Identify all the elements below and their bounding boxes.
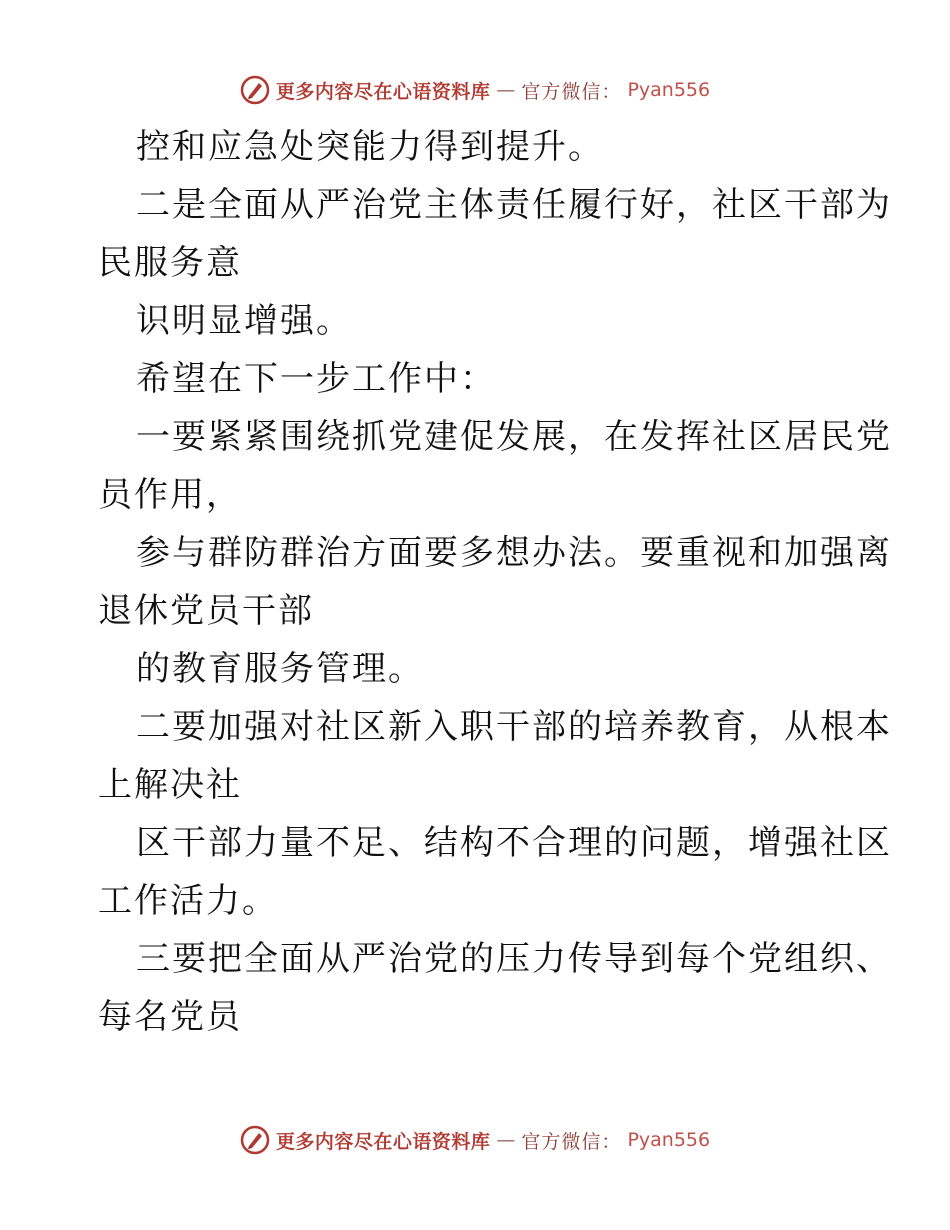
body-line: 区干部力量不足、结构不合理的问题，增强社区: [136, 823, 892, 863]
body-line: 希望在下一步工作中：: [136, 359, 496, 399]
body-line: 一要紧紧围绕抓党建促发展，在发挥社区居民党: [136, 417, 892, 457]
footer-wechat-label: 官方微信：: [521, 1130, 622, 1153]
header-wechat-id: Pyan556: [627, 79, 711, 101]
body-line: 二要加强对社区新入职干部的培养教育，从根本: [136, 707, 892, 747]
footer-separator: —: [496, 1129, 516, 1151]
body-line: 识明显增强。: [136, 301, 352, 341]
body-line: 二是全面从严治党主体责任履行好，社区干部为: [136, 185, 892, 225]
footer-banner: [0, 1120, 950, 1160]
body-line: 上解决社: [98, 765, 242, 805]
body-line: 的教育服务管理。: [136, 649, 424, 689]
body-line: 民服务意: [98, 243, 242, 283]
body-line: 参与群防群治方面要多想办法。要重视和加强离: [136, 533, 892, 573]
body-line: 员作用，: [98, 475, 242, 515]
footer-site-text: 更多内容尽在心语资料库: [275, 1130, 491, 1153]
header-separator: —: [496, 79, 516, 101]
quill-pen-seal-icon: [240, 75, 270, 105]
body-line: 每名党员: [98, 997, 242, 1037]
body-line: 退休党员干部: [98, 591, 314, 631]
header-site-text: 更多内容尽在心语资料库: [275, 80, 491, 103]
footer-wechat-id: Pyan556: [627, 1129, 711, 1151]
header-wechat-label: 官方微信：: [521, 80, 622, 103]
body-line: 工作活力。: [98, 881, 278, 921]
body-line: 控和应急处突能力得到提升。: [136, 127, 604, 167]
body-line: 三要把全面从严治党的压力传导到每个党组织、: [136, 939, 892, 979]
document-body: [98, 118, 892, 1046]
header-banner: [0, 70, 950, 110]
quill-pen-seal-icon: [240, 1125, 270, 1155]
